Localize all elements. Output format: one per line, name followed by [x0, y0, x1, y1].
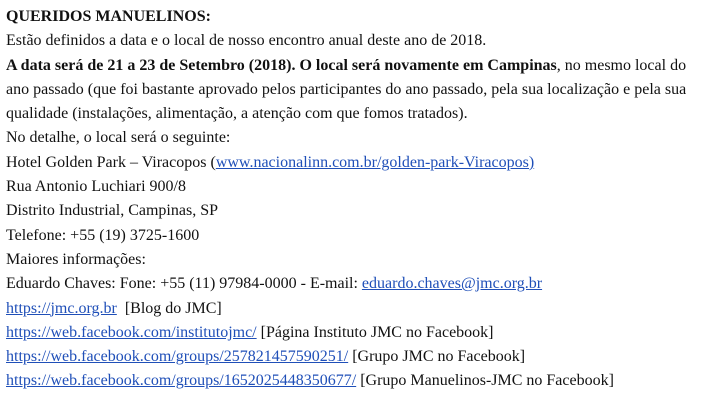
- hotel-name: Hotel Golden Park – Viracopos (: [6, 153, 216, 171]
- announcement-line-3: qualidade (instalações, alimentação, a atenção com que fomos tratados).: [6, 105, 468, 123]
- manuelinos-group-link-line: [6, 369, 720, 393]
- place-announcement: O local será novamente em Campinas: [299, 56, 557, 74]
- announcement-line-1: [6, 54, 720, 78]
- more-info-label: Maiores informações:: [6, 250, 146, 268]
- institute-link-line: [6, 321, 720, 345]
- greeting-heading: QUERIDOS MANUELINOS:: [6, 8, 211, 25]
- announcement-separator: .: [291, 56, 300, 74]
- blog-link[interactable]: https://jmc.org.br: [6, 299, 117, 317]
- announcement-continuation: , no mesmo local do: [556, 56, 687, 74]
- email-link[interactable]: eduardo.chaves@jmc.org.br: [361, 275, 543, 293]
- hotel-phone: Telefone: +55 (19) 3725-1600: [6, 226, 200, 244]
- announcement-line-2: ano passado (que foi bastante aprovado pelos participantes do ano passado, pela sua localização e pela sua: [6, 80, 687, 98]
- jmc-group-facebook-label: [Grupo JMC no Facebook]: [348, 348, 526, 366]
- intro-paragraph: Estão definidos a data e o local de nosso encontro anual deste ano de 2018.: [6, 32, 487, 50]
- institute-facebook-link[interactable]: https://web.facebook.com/institutojmc/: [6, 323, 257, 341]
- jmc-group-link-line: [6, 345, 720, 369]
- jmc-group-facebook-link[interactable]: https://web.facebook.com/groups/257821457590251/: [6, 348, 349, 366]
- hotel-website-link[interactable]: www.nacionalinn.com.br/golden-park-Viracopos): [215, 153, 535, 171]
- contact-line: [6, 272, 720, 296]
- institute-facebook-label: [Página Instituto JMC no Facebook]: [256, 323, 494, 341]
- detail-intro: No detalhe, o local será o seguinte:: [6, 129, 231, 147]
- blog-link-line: [6, 297, 720, 321]
- hotel-street: Rua Antonio Luchiari 900/8: [6, 178, 186, 196]
- manuelinos-group-facebook-label: [Grupo Manuelinos-JMC no Facebook]: [356, 372, 614, 390]
- manuelinos-group-facebook-link[interactable]: https://web.facebook.com/groups/1652025448350677/: [6, 372, 357, 390]
- blog-link-label: [Blog do JMC]: [116, 299, 222, 317]
- contact-text: Eduardo Chaves: Fone: +55 (11) 97984-0000 - E-mail:: [6, 275, 362, 293]
- hotel-name-line: [6, 151, 720, 175]
- hotel-district: Distrito Industrial, Campinas, SP: [6, 202, 218, 220]
- date-announcement: A data será de 21 a 23 de Setembro (2018): [6, 56, 292, 74]
